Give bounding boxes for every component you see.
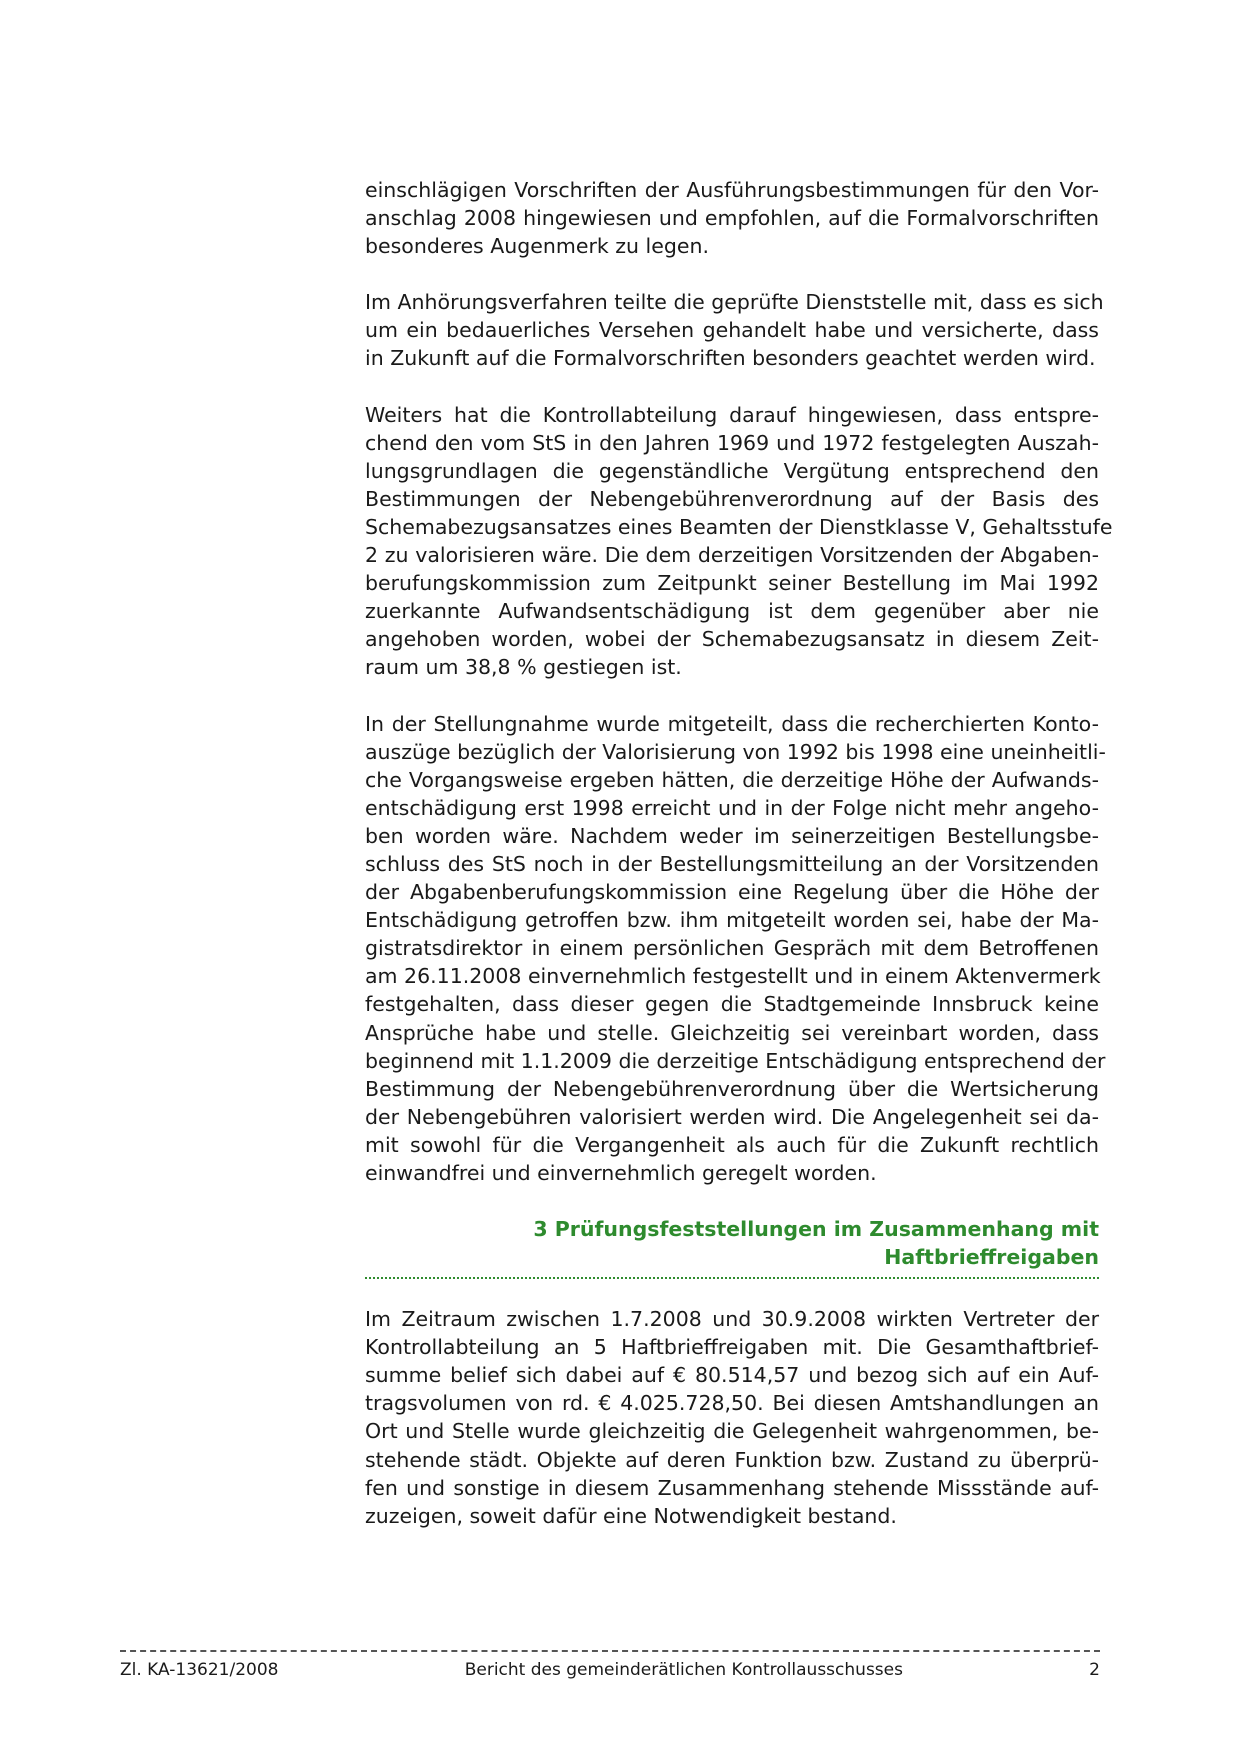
page-content — [365, 176, 1113, 1558]
text-line: mit sowohl für die Vergangenheit als auch für die Zukunft rechtlich — [365, 1132, 1099, 1157]
footer-reference-number: Zl. KA-13621/2008 — [120, 1660, 279, 1680]
section-heading-line-1: 3 Prüfungsfeststellungen im Zusammenhang mit — [533, 1217, 1099, 1242]
text-line: zuerkannte Aufwandsentschädigung ist dem gegenüber aber nie — [365, 599, 1099, 624]
paragraph-5 — [365, 1305, 1099, 1530]
text-line: che Vorgangsweise ergeben hätten, die derzeitige Höhe der Aufwands- — [365, 767, 1099, 792]
text-line: angehoben worden, wobei der Schemabezugsansatz in diesem Zeit- — [365, 627, 1099, 652]
text-line: am 26.11.2008 einvernehmlich festgestellt und in einem Aktenvermerk — [365, 964, 1101, 989]
text-line: 2 zu valorisieren wäre. Die dem derzeitigen Vorsitzenden der Abgaben- — [365, 543, 1099, 568]
paragraph-4 — [365, 710, 1106, 1188]
paragraph-1 — [365, 176, 1099, 260]
text-line: besonderes Augenmerk zu legen. — [365, 234, 709, 259]
text-line: auszüge bezüglich der Valorisierung von 1992 bis 1998 eine uneinheitli- — [365, 739, 1106, 764]
text-line: berufungskommission zum Zeitpunkt seiner Bestellung im Mai 1992 — [365, 571, 1099, 596]
text-line: Im Zeitraum zwischen 1.7.2008 und 30.9.2008 wirkten Vertreter der — [365, 1307, 1099, 1332]
text-line: chend den vom StS in den Jahren 1969 und 1972 festgelegten Auszah- — [365, 430, 1099, 455]
text-line: raum um 38,8 % gestiegen ist. — [365, 655, 682, 680]
footer-divider — [120, 1650, 1100, 1652]
text-line: der Abgabenberufungskommission eine Regelung über die Höhe der — [365, 880, 1099, 905]
paragraph-2 — [365, 288, 1104, 372]
text-line: summe belief sich dabei auf € 80.514,57 und bezog sich auf ein Auf- — [365, 1363, 1099, 1388]
heading-spacer — [365, 1279, 1099, 1305]
text-line: anschlag 2008 hingewiesen und empfohlen, auf die Formalvorschriften — [365, 206, 1099, 231]
text-line: lungsgrundlagen die gegenständliche Vergütung entsprechend den — [365, 458, 1099, 483]
text-line: gistratsdirektor in einem persönlichen Gespräch mit dem Betroffenen — [365, 936, 1099, 961]
text-line: um ein bedauerliches Versehen gehandelt habe und versicherte, dass — [365, 318, 1099, 343]
text-line: Schemabezugsansatzes eines Beamten der Dienstklasse V, Gehaltsstufe — [365, 514, 1113, 539]
text-line: Kontrollabteilung an 5 Haftbrieffreigaben mit. Die Gesamthaftbrief- — [365, 1335, 1099, 1360]
text-line: in Zukunft auf die Formalvorschriften besonders geachtet werden wird. — [365, 346, 1096, 371]
page-footer — [120, 1660, 1100, 1680]
footer-page-number: 2 — [1089, 1660, 1100, 1680]
section-heading — [365, 1215, 1099, 1279]
text-line: festgehalten, dass dieser gegen die Stadtgemeinde Innsbruck keine — [365, 992, 1099, 1017]
footer-report-title: Bericht des gemeinderätlichen Kontrollausschusses — [464, 1660, 903, 1680]
text-line: entschädigung erst 1998 erreicht und in der Folge nicht mehr angeho- — [365, 795, 1099, 820]
text-line: stehende städt. Objekte auf deren Funktion bzw. Zustand zu überprü- — [365, 1447, 1099, 1472]
text-line: Bestimmungen der Nebengebührenverordnung auf der Basis des — [365, 486, 1099, 511]
text-line: der Nebengebühren valorisiert werden wird. Die Angelegenheit sei da- — [365, 1104, 1099, 1129]
text-line: schluss des StS noch in der Bestellungsmitteilung an der Vorsitzenden — [365, 851, 1099, 876]
section-heading-line-2: Haftbrieffreigaben — [884, 1245, 1099, 1270]
text-line: einschlägigen Vorschriften der Ausführungsbestimmungen für den Vor- — [365, 178, 1099, 202]
text-line: Entschädigung getroffen bzw. ihm mitgeteilt worden sei, habe der Ma- — [365, 908, 1099, 933]
paragraph-3 — [365, 401, 1113, 682]
text-line: Ansprüche habe und stelle. Gleichzeitig sei vereinbart worden, dass — [365, 1020, 1099, 1045]
text-line: Ort und Stelle wurde gleichzeitig die Gelegenheit wahrgenommen, be- — [365, 1419, 1099, 1444]
text-line: Im Anhörungsverfahren teilte die geprüfte Dienststelle mit, dass es sich — [365, 290, 1104, 315]
text-line: Bestimmung der Nebengebührenverordnung über die Wertsicherung — [365, 1076, 1099, 1101]
text-line: fen und sonstige in diesem Zusammenhang stehende Missstände auf- — [365, 1475, 1099, 1500]
text-line: einwandfrei und einvernehmlich geregelt worden. — [365, 1161, 877, 1185]
text-line: Weiters hat die Kontrollabteilung darauf hingewiesen, dass entspre- — [365, 402, 1099, 427]
text-line: tragsvolumen von rd. € 4.025.728,50. Bei diesen Amtshandlungen an — [365, 1391, 1099, 1416]
text-line: beginnend mit 1.1.2009 die derzeitige Entschädigung entsprechend der — [365, 1048, 1106, 1073]
text-line: zuzeigen, soweit dafür eine Notwendigkeit bestand. — [365, 1503, 897, 1528]
text-line: In der Stellungnahme wurde mitgeteilt, dass die recherchierten Konto- — [365, 711, 1099, 736]
text-line: ben worden wäre. Nachdem weder im seinerzeitigen Bestellungsbe- — [365, 823, 1099, 848]
